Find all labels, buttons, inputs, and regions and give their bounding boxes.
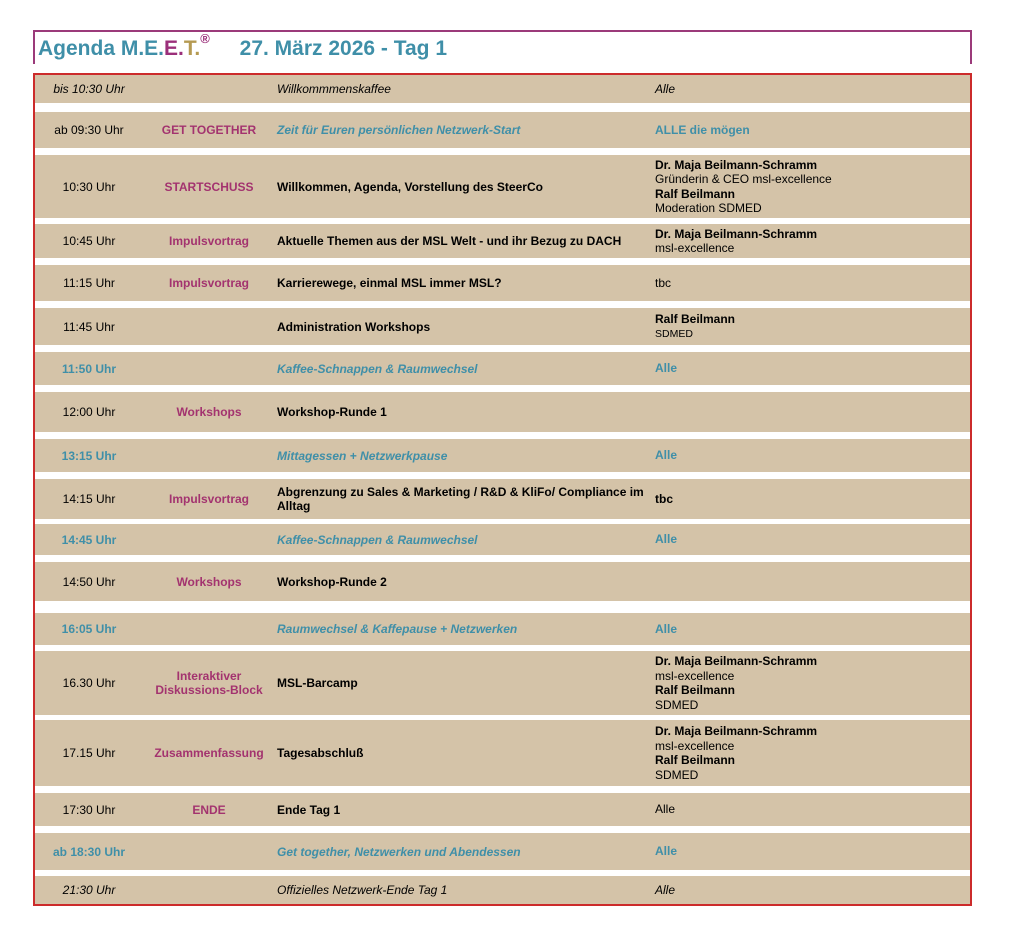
row-time: 17.15 Uhr [62, 746, 116, 760]
row-topic: Get together, Netzwerken und Abendessen [277, 844, 521, 859]
table-row [35, 265, 970, 301]
row-speaker: tbc [655, 491, 673, 506]
row-time: 11:15 Uhr [63, 276, 115, 290]
registered-mark: ® [200, 31, 210, 46]
row-time: 17:30 Uhr [62, 802, 116, 817]
row-category [143, 75, 275, 103]
table-row [35, 651, 970, 715]
row-speaker: Dr. Maja Beilmann-Schramm msl-excellence Ralf Beilmann SDMED [655, 724, 818, 782]
row-category: Workshops [176, 405, 242, 419]
table-row [35, 75, 970, 103]
row-time: 14:15 Uhr [62, 492, 116, 506]
row-speaker: Alle [655, 621, 678, 636]
row-category [143, 352, 275, 385]
row-time: bis 10:30 Uhr [53, 82, 125, 96]
row-speaker: Alle [655, 81, 676, 96]
table-row [35, 112, 970, 148]
row-topic: MSL-Barcamp [277, 676, 358, 690]
row-topic: Zeit für Euren persönlichen Netzwerk-Start [277, 123, 521, 137]
table-row [35, 479, 970, 519]
table-row [35, 833, 970, 870]
row-time: 14:45 Uhr [61, 532, 117, 547]
title-e2: E. [164, 37, 184, 60]
row-time: ab 18:30 Uhr [52, 844, 126, 859]
table-row [35, 524, 970, 555]
row-category: GET TOGETHER [161, 123, 257, 137]
row-speaker [655, 392, 967, 432]
table-row [35, 562, 970, 601]
title-t: T. [183, 37, 201, 60]
title-e1: E. [144, 37, 165, 60]
event-date: 27. März 2026 - Tag 1 [239, 37, 448, 60]
row-topic: Tagesabschluß [277, 746, 364, 760]
row-speaker: Ralf Beilmann SDMED [655, 312, 736, 340]
table-row [35, 439, 970, 472]
table-row [35, 352, 970, 385]
row-time: 12:00 Uhr [62, 405, 116, 419]
row-time: 16.30 Uhr [62, 676, 116, 690]
row-speaker: Alle [655, 361, 678, 376]
row-category: Zusammenfassung [154, 746, 264, 760]
row-category [143, 833, 275, 870]
row-time: 10:45 Uhr [62, 234, 116, 248]
page-title [38, 31, 448, 61]
row-category: Workshops [176, 574, 242, 589]
row-category [143, 308, 275, 345]
row-category: Impulsvortrag [168, 234, 249, 248]
row-topic: Karrierewege, einmal MSL immer MSL? [277, 276, 502, 290]
row-category: Interaktiver Diskussions-Block [155, 669, 263, 697]
row-speaker: Dr. Maja Beilmann-Schramm msl-excellence Ralf Beilmann SDMED [655, 654, 818, 712]
title-prefix: Agenda M. [38, 37, 145, 60]
row-category [143, 876, 275, 904]
row-topic: Aktuelle Themen aus der MSL Welt - und ihr Bezug zu DACH [277, 234, 622, 248]
row-time: 21:30 Uhr [62, 883, 116, 897]
row-topic: Workshop-Runde 1 [277, 405, 387, 419]
row-speaker: Alle [655, 844, 678, 859]
row-topic: Willkommmenskaffee [277, 82, 391, 96]
table-row [35, 392, 970, 432]
row-topic: Workshop-Runde 2 [277, 574, 387, 589]
row-speaker [655, 562, 967, 601]
row-category [143, 439, 275, 472]
table-row [35, 613, 970, 645]
row-topic: Raumwechsel & Kaffepause + Netzwerken [277, 622, 518, 636]
row-topic: Abgrenzung zu Sales & Marketing / R&D & KliFo/ Compliance im Alltag [277, 485, 644, 513]
table-row [35, 793, 970, 826]
row-topic: Offizielles Netzwerk-Ende Tag 1 [277, 883, 448, 897]
row-speaker: Alle [655, 448, 678, 463]
row-category: Impulsvortrag [168, 492, 249, 506]
row-time: 11:50 Uhr [61, 361, 117, 376]
agenda-header [33, 30, 972, 64]
table-row [35, 224, 970, 258]
row-category: STARTSCHUSS [164, 179, 254, 194]
row-category: Impulsvortrag [168, 276, 249, 290]
row-time: 11:45 Uhr [63, 319, 115, 334]
row-category: ENDE [192, 802, 226, 817]
table-row [35, 876, 970, 904]
row-time: 14:50 Uhr [62, 574, 116, 589]
row-speaker: Dr. Maja Beilmann-Schramm msl-excellence [655, 226, 818, 255]
row-category [143, 613, 275, 645]
row-time: 13:15 Uhr [61, 448, 117, 463]
row-topic: Mittagessen + Netzwerkpause [277, 448, 448, 463]
table-row [35, 308, 970, 345]
row-topic: Kaffee-Schnappen & Raumwechsel [277, 361, 478, 376]
row-speaker: Dr. Maja Beilmann-Schramm Gründerin & CEO msl-excellence Ralf Beilmann Moderation SDMED [655, 157, 832, 215]
row-speaker: tbc [655, 275, 672, 290]
row-time: 16:05 Uhr [61, 622, 117, 636]
row-topic: Willkommen, Agenda, Vorstellung des SteerCo [277, 179, 543, 194]
row-time: ab 09:30 Uhr [54, 123, 124, 137]
row-category [143, 524, 275, 555]
row-topic: Ende Tag 1 [277, 802, 341, 817]
row-topic: Administration Workshops [277, 319, 431, 334]
table-row [35, 720, 970, 786]
row-speaker: ALLE die mögen [655, 122, 750, 137]
row-time: 10:30 Uhr [62, 179, 116, 194]
row-topic: Kaffee-Schnappen & Raumwechsel [277, 532, 478, 547]
row-speaker: Alle [655, 532, 678, 547]
row-speaker: Alle [655, 882, 676, 897]
row-speaker: Alle [655, 802, 676, 817]
table-row [35, 155, 970, 218]
agenda-table [33, 73, 972, 906]
